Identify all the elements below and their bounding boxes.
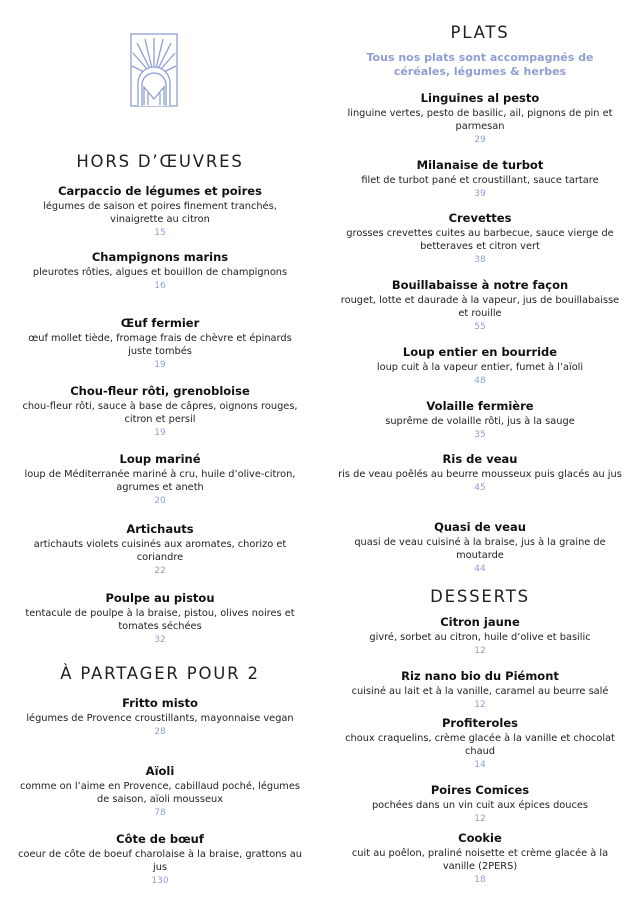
dish-name: Loup entier en bourride	[402, 345, 558, 359]
dish-price: 19	[154, 428, 166, 438]
dish-description: coeur de côte de boeuf charolaise à la braise, grattons au jus	[18, 849, 302, 873]
dish-name: Ris de veau	[442, 452, 518, 466]
dish-description: ris de veau poêlés au beurre mousseux puis glacés au jus	[338, 469, 622, 480]
dish-price: 55	[474, 322, 486, 332]
dish-description: loup de Méditerranée mariné à cru, huile d’olive-citron, agrumes et aneth	[24, 469, 296, 493]
menu-item	[10, 764, 310, 820]
menu-item	[330, 399, 630, 442]
dish-price: 19	[154, 360, 166, 370]
menu-item	[330, 278, 630, 334]
dish-name: Cookie	[458, 831, 502, 845]
menu-item	[10, 250, 310, 293]
menu-item	[330, 615, 630, 658]
dish-price: 130	[151, 876, 169, 886]
dish-price: 44	[474, 564, 486, 574]
dish-description: chou-fleur rôti, sauce à base de câpres, oignons rouges, citron et persil	[22, 401, 298, 425]
dish-name: Artichauts	[126, 522, 194, 536]
dish-description: givré, sorbet au citron, huile d’olive et basilic	[369, 632, 591, 643]
dish-name: Côte de bœuf	[116, 832, 204, 846]
dish-name: Poires Comices	[430, 783, 530, 797]
dish-price: 12	[474, 814, 486, 824]
dish-name: Volaille fermière	[426, 399, 534, 413]
dish-description: cuisiné au lait et à la vanille, caramel au beurre salé	[351, 686, 609, 697]
dish-description: artichauts violets cuisinés aux aromates, chorizo et coriandre	[33, 539, 287, 563]
menu-item	[10, 696, 310, 739]
dish-description: comme on l’aime en Provence, cabillaud poché, légumes de saison, aïoli mousseux	[20, 781, 300, 805]
dish-price: 12	[474, 646, 486, 656]
menu-item	[10, 452, 310, 508]
dish-name: Quasi de veau	[434, 520, 526, 534]
menu-item	[10, 316, 310, 372]
dish-name: Crevettes	[448, 211, 512, 225]
sunrise-monogram-logo	[130, 33, 178, 107]
menu-item	[330, 783, 630, 826]
dish-price: 20	[154, 496, 166, 506]
dish-description: linguine vertes, pesto de basilic, ail, pignons de pin et parmesan	[347, 108, 613, 132]
dish-description: loup cuit à la vapeur entier, fumet à l’aïoli	[376, 362, 584, 373]
dish-name: Fritto misto	[122, 696, 198, 710]
dish-name: Aïoli	[145, 764, 175, 778]
dish-description: choux craquelins, crème glacée à la vanille et chocolat chaud	[345, 733, 615, 757]
dish-description: pochées dans un vin cuit aux épices douces	[371, 800, 589, 811]
dish-description: filet de turbot pané et croustillant, sauce tartare	[361, 175, 599, 186]
dish-description: quasi de veau cuisiné à la braise, jus à la graine de moutarde	[354, 537, 606, 561]
dish-name: Citron jaune	[440, 615, 520, 629]
menu-item	[330, 91, 630, 147]
dish-price: 32	[154, 635, 166, 645]
dish-price: 29	[474, 135, 486, 145]
dish-price: 45	[474, 483, 486, 493]
dish-name: Riz nano bio du Piémont	[401, 669, 559, 683]
menu-item	[330, 520, 630, 576]
dish-name: Milanaise de turbot	[416, 158, 544, 172]
dish-price: 15	[154, 228, 166, 238]
menu-item	[10, 522, 310, 578]
dish-price: 39	[474, 189, 486, 199]
dish-name: Loup mariné	[119, 452, 201, 466]
plats-title: PLATS	[450, 23, 510, 42]
dish-price: 48	[474, 376, 486, 386]
menu-item	[330, 452, 630, 495]
dish-description: œuf mollet tiède, fromage frais de chèvre et épinards juste tombés	[28, 333, 292, 357]
menu-item	[330, 211, 630, 267]
dish-name: Poulpe au pistou	[105, 591, 215, 605]
menu-item	[330, 345, 630, 388]
menu-item	[10, 591, 310, 647]
dish-name: Chou-fleur rôti, grenobloise	[70, 384, 250, 398]
dish-price: 22	[154, 566, 166, 576]
dish-description: tentacule de poulpe à la braise, pistou, olives noires et tomates séchées	[25, 608, 295, 632]
menu-item	[10, 384, 310, 440]
dish-price: 18	[474, 875, 486, 885]
dish-name: Carpaccio de légumes et poires	[58, 184, 262, 198]
menu-item	[330, 831, 630, 887]
menu-item	[10, 184, 310, 240]
dish-name: Œuf fermier	[120, 316, 200, 330]
dish-price: 12	[474, 700, 486, 710]
menu-item	[330, 716, 630, 772]
dish-price: 28	[154, 727, 166, 737]
menu-item	[330, 158, 630, 201]
a-partager-title: À PARTAGER POUR 2	[60, 664, 260, 683]
dish-description: légumes de Provence croustillants, mayonnaise vegan	[26, 713, 294, 724]
dish-description: grosses crevettes cuites au barbecue, sauce vierge de betteraves et citron vert	[346, 228, 614, 252]
dish-description: légumes de saison et poires finement tranchés, vinaigrette au citron	[43, 201, 277, 225]
desserts-title: DESSERTS	[430, 587, 530, 606]
hors-doeuvres-title: HORS D’ŒUVRES	[76, 152, 244, 171]
dish-description: pleurotes rôties, algues et bouillon de champignons	[32, 267, 288, 278]
dish-name: Profiteroles	[442, 716, 518, 730]
menu-item	[330, 669, 630, 712]
plats-subtitle: Tous nos plats sont accompagnés de céréales, légumes & herbes	[366, 51, 594, 78]
dish-price: 38	[474, 255, 486, 265]
dish-name: Bouillabaisse à notre façon	[391, 278, 569, 292]
dish-name: Champignons marins	[91, 250, 229, 264]
dish-price: 35	[474, 430, 486, 440]
dish-description: cuit au poêlon, praliné noisette et crème glacée à la vanille (2PERS)	[351, 848, 609, 872]
dish-price: 78	[154, 808, 166, 818]
menu-item	[10, 832, 310, 888]
dish-description: suprême de volaille rôti, jus à la sauge	[385, 416, 575, 427]
dish-price: 16	[154, 281, 166, 291]
dish-name: Linguines al pesto	[420, 91, 540, 105]
dish-price: 14	[474, 760, 486, 770]
dish-description: rouget, lotte et daurade à la vapeur, jus de bouillabaisse et rouille	[340, 295, 620, 319]
